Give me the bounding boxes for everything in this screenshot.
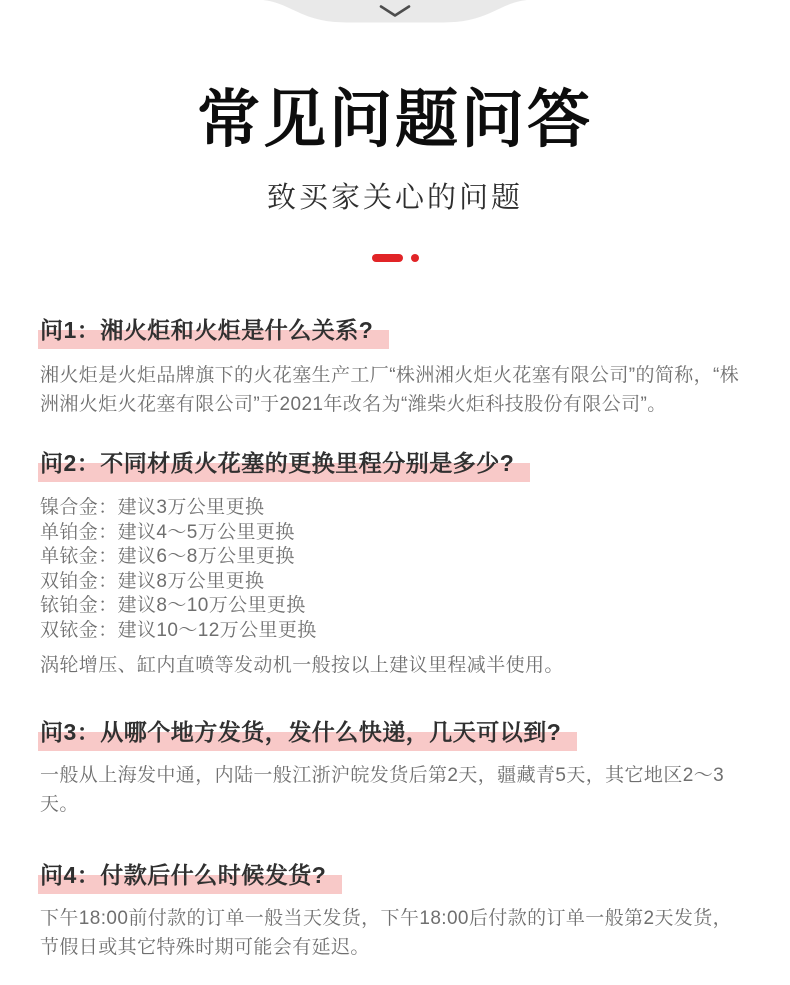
- faq-content: [0, 316, 790, 962]
- faq-answer-2-note: 涡轮增压、缸内直喷等发动机一般按以上建议里程减半使用。: [40, 655, 564, 676]
- faq-answer-4: 下午18:00前付款的订单一般当天发货，下午18:00后付款的订单一般第2天发货，节假日或其它特殊时期可能会有延迟。: [40, 908, 733, 958]
- faq-question-2: 问2：不同材质火花塞的更换里程分别是多少?: [38, 449, 530, 482]
- faq-section-1: [40, 316, 750, 419]
- tab-shape: [263, 0, 527, 23]
- replacement-mileage-list: [40, 496, 750, 643]
- page-subtitle: 致买家关心的问题: [266, 182, 523, 214]
- faq-question-3: 问3：从哪个地方发货，发什么快递，几天可以到?: [38, 718, 577, 751]
- page-title: 常见问题问答: [197, 85, 593, 155]
- faq-answer-1: 湘火炬是火炬品牌旗下的火花塞生产工厂“株洲湘火炬火花塞有限公司”的简称，“株洲湘火炬火花塞有限公司”于2021年改名为“潍柴火炬科技股份有限公司”。: [40, 365, 740, 415]
- faq-section-3: [40, 718, 750, 819]
- collapse-tab[interactable]: [0, 0, 790, 23]
- list-item: 单铂金：建议4～5万公里更换: [40, 521, 295, 543]
- list-item: 铱铂金：建议8～10万公里更换: [40, 595, 306, 616]
- list-item: 单铱金：建议6～8万公里更换: [40, 546, 295, 567]
- faq-section-2: [40, 449, 750, 680]
- divider-dash: [372, 254, 403, 262]
- title-divider: [0, 254, 790, 262]
- list-item: 双铱金：建议10～12万公里更换: [40, 619, 317, 641]
- faq-answer-3: 一般从上海发中通，内陆一般江浙沪皖发货后第2天，疆藏青5天，其它地区2～3天。: [40, 765, 725, 815]
- list-item: 镍合金：建议3万公里更换: [40, 497, 265, 518]
- list-item: 双铂金：建议8万公里更换: [40, 570, 265, 592]
- faq-question-4: 问4：付款后什么时候发货?: [38, 861, 342, 894]
- faq-section-4: [40, 861, 750, 962]
- divider-dot: [411, 254, 419, 262]
- faq-question-1: 问1：湘火炬和火炬是什么关系?: [38, 316, 389, 349]
